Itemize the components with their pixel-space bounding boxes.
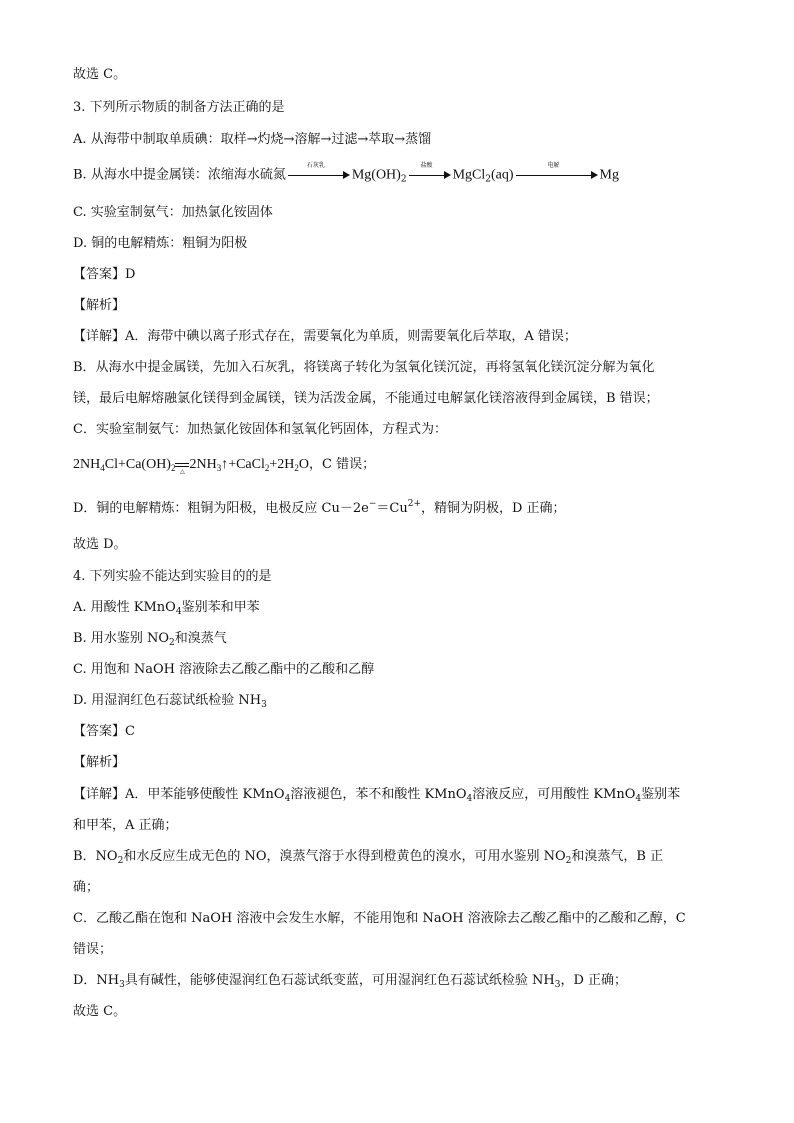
question-4-answer xyxy=(73,723,135,741)
text: 4. 下列实验不能达到实验目的的是 xyxy=(73,569,272,584)
text: 和溴蒸气 xyxy=(174,631,227,646)
text: 故选 C。 xyxy=(73,1004,127,1019)
text: 确； xyxy=(73,880,100,895)
subscript: 3 xyxy=(554,980,561,990)
formula: (OH) xyxy=(141,457,171,473)
text: ，C 错误； xyxy=(309,457,376,473)
text: 【解析】 xyxy=(73,755,126,770)
subscript: 4 xyxy=(466,794,473,804)
text: ，D 正确； xyxy=(560,973,628,988)
formula: +2H xyxy=(269,457,295,473)
heat-symbol: △ xyxy=(180,469,185,475)
subscript: 3 xyxy=(216,463,222,474)
subscript: 2 xyxy=(168,638,175,648)
reaction-arrow xyxy=(288,162,350,184)
conclusion-line xyxy=(73,66,126,84)
text: 镁，最后电解熔融氯化镁得到金属镁，镁为活泼金属，不能通过电解氯化镁溶液得到金属镁，B 错误； xyxy=(73,391,659,406)
text: 溶液反应，可用酸性 KMnO xyxy=(472,787,636,802)
question-3-explanation xyxy=(73,390,659,408)
question-4-option-c xyxy=(73,661,374,679)
subscript: 2 xyxy=(294,463,299,474)
formula: ↑+CaCl xyxy=(221,457,265,473)
text: ＝Cu xyxy=(376,501,408,516)
subscript: 2 xyxy=(485,174,491,185)
superscript: 2+ xyxy=(407,499,421,509)
formula: O xyxy=(298,457,310,473)
text: 【解析】 xyxy=(73,298,126,313)
text: B．从海水中提金属镁，先加入石灰乳，将镁离子转化为氢氧化镁沉淀，再将氢氧化镁沉淀分解为氧化 xyxy=(73,360,655,375)
text: 具有碱性，能够使湿润红色石蕊试纸变蓝，可用湿润红色石蕊试纸检验 NH xyxy=(124,973,555,988)
chemical-equation xyxy=(73,456,375,474)
text: 溶液褪色，苯不和酸性 KMnO xyxy=(290,787,467,802)
question-4-option-a xyxy=(73,599,260,617)
subscript: 2 xyxy=(117,856,124,866)
heating-equals-sign xyxy=(175,456,189,474)
question-4-option-b xyxy=(73,630,227,648)
question-3-option-b xyxy=(73,162,619,185)
text: B. 用水鉴别 NO xyxy=(73,631,169,646)
text: ，精铜为阴极，D 正确； xyxy=(421,501,566,516)
subscript: 3 xyxy=(119,980,125,990)
question-3-explanation xyxy=(73,359,655,377)
conclusion-line xyxy=(73,1003,126,1021)
reaction-arrow xyxy=(409,162,451,184)
subscript: 2 xyxy=(400,174,407,185)
text: 和甲苯，A 正确； xyxy=(73,818,178,833)
formula: 2NH xyxy=(73,457,101,473)
text: A. 从海带中制取单质碘：取样→灼烧→溶解→过滤→萃取→蒸馏 xyxy=(73,132,432,147)
text: D．铜的电解精炼：粗铜为阳极，电极反应 Cu－2e xyxy=(73,501,369,516)
text: D．NH xyxy=(73,973,120,988)
formula: Mg xyxy=(599,167,619,183)
question-4-explanation xyxy=(73,941,112,959)
text: 和溴蒸气，B 正 xyxy=(571,849,664,864)
subscript: 4 xyxy=(100,463,105,474)
formula: (aq) xyxy=(490,167,514,183)
question-4-explanation xyxy=(73,972,627,990)
arrow-condition: 石灰乳 xyxy=(306,162,325,169)
question-4-analysis-heading xyxy=(73,754,125,772)
subscript: 4 xyxy=(175,607,182,617)
question-3-answer xyxy=(73,266,135,284)
question-4-explanation xyxy=(73,879,99,897)
conclusion-line xyxy=(73,536,127,554)
text: D. 铜的电解精炼：粗铜为阳极 xyxy=(73,236,248,251)
question-4-explanation xyxy=(73,848,663,866)
text: 【详解】A．甲苯能够使酸性 KMnO xyxy=(73,787,285,802)
text: 3. 下列所示物质的制备方法正确的是 xyxy=(73,100,285,115)
text: 鉴别苯 xyxy=(641,787,681,802)
text: C. 实验室制氨气：加热氯化铵固体 xyxy=(73,205,273,220)
text: C．乙酸乙酯在饱和 NaOH 溶液中会发生水解，不能用饱和 NaOH 溶液除去乙酸乙酯中的乙酸和乙醇，C xyxy=(73,911,686,926)
text: 【详解】A．海带中碘以离子形式存在，需要氧化为单质，则需要氧化后萃取，A 错误； xyxy=(73,329,577,344)
text: 故选 D。 xyxy=(73,537,127,552)
question-3-option-c xyxy=(73,204,273,222)
question-3-explanation xyxy=(73,500,566,518)
question-4-option-d xyxy=(73,692,267,710)
subscript: 2 xyxy=(264,463,270,474)
text: B．NO xyxy=(73,849,118,864)
question-4-explanation xyxy=(73,817,178,835)
text: 和水反应生成无色的 NO，溴蒸气溶于水得到橙黄色的溴水，可用水鉴别 NO xyxy=(123,849,566,864)
reaction-arrow xyxy=(516,162,598,184)
question-3-title xyxy=(73,99,285,117)
formula: Cl+Ca xyxy=(104,457,142,473)
text: 错误； xyxy=(73,942,113,957)
subscript: 2 xyxy=(170,463,176,474)
question-3-analysis-heading xyxy=(73,297,125,315)
arrow-condition: 盐酸 xyxy=(420,162,433,169)
question-4-explanation xyxy=(73,786,680,804)
text: D. 用湿润红色石蕊试纸检验 NH xyxy=(73,693,262,708)
subscript: 4 xyxy=(284,794,291,804)
question-3-option-d xyxy=(73,235,247,253)
formula: Mg(OH) xyxy=(351,167,401,183)
question-3-option-a xyxy=(73,131,431,149)
question-4-explanation xyxy=(73,910,686,928)
question-3-explanation xyxy=(73,328,577,346)
superscript: − xyxy=(368,499,377,509)
text: A. 用酸性 KMnO xyxy=(73,600,176,615)
subscript: 4 xyxy=(635,794,642,804)
text: 【答案】C xyxy=(73,724,135,739)
subscript: 3 xyxy=(261,700,267,710)
formula: MgCl xyxy=(452,167,486,183)
text: C．实验室制氨气：加热氯化铵固体和氢氧化钙固体，方程式为： xyxy=(73,422,447,437)
text: 故选 C。 xyxy=(73,67,127,82)
question-4-title xyxy=(73,568,272,586)
arrow-condition: 电解 xyxy=(547,162,560,169)
text: B. 从海水中提金属镁：浓缩海水硫氮 xyxy=(73,167,286,183)
text: 鉴别苯和甲苯 xyxy=(181,600,260,615)
formula: 2NH xyxy=(189,457,217,473)
text: C. 用饱和 NaOH 溶液除去乙酸乙酯中的乙酸和乙醇 xyxy=(73,662,375,677)
text: 【答案】D xyxy=(73,267,136,282)
question-3-explanation xyxy=(73,421,447,439)
subscript: 2 xyxy=(565,856,572,866)
